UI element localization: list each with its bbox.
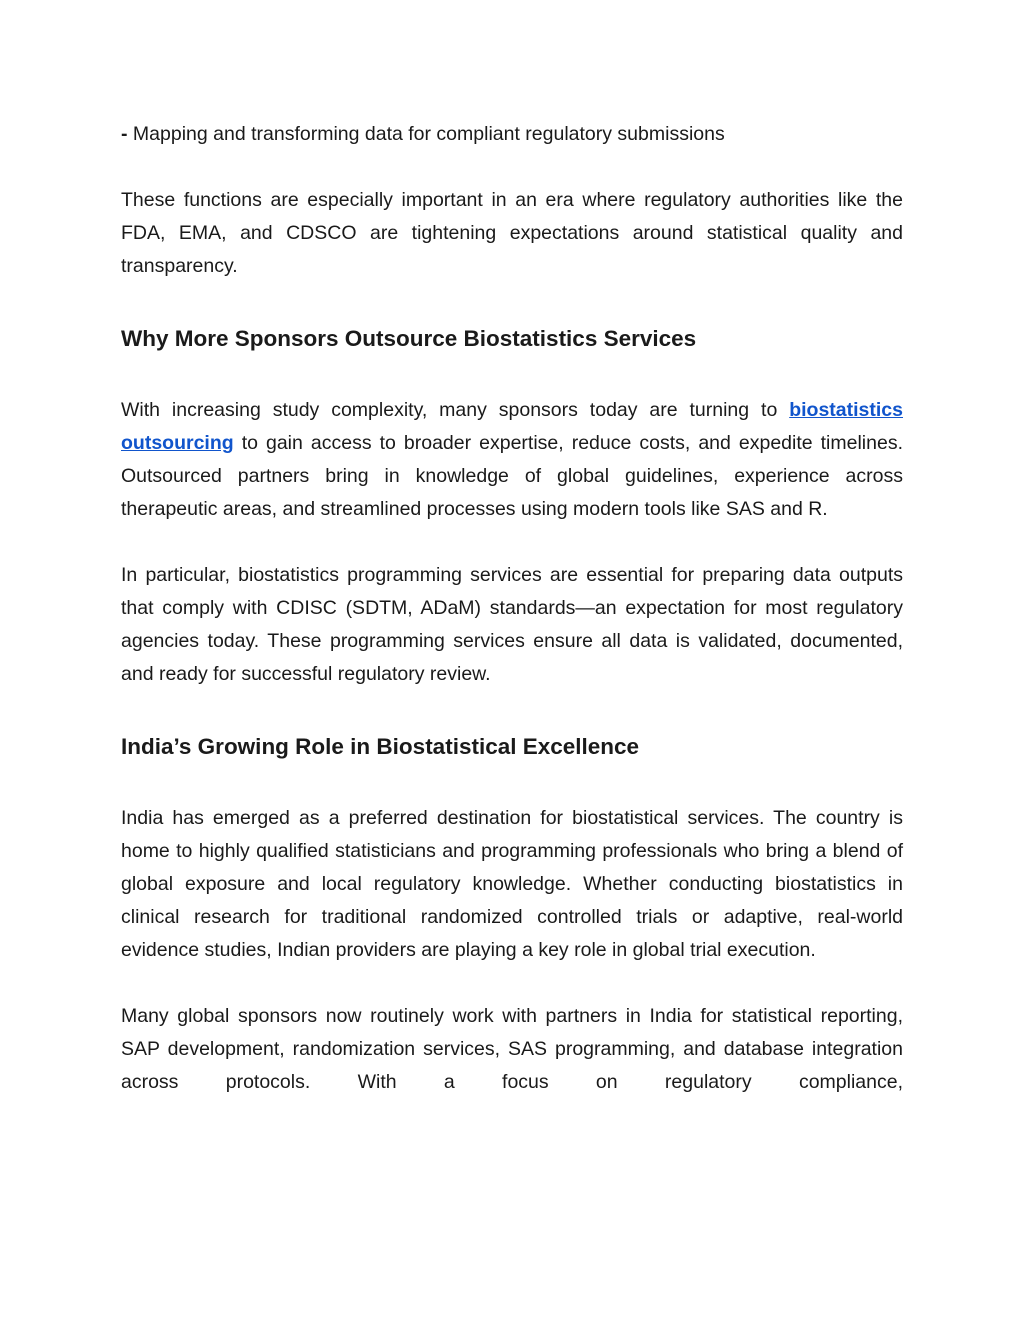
- section-heading-india: India’s Growing Role in Biostatistical Excellence: [121, 734, 640, 759]
- text-before-link: With increasing study complexity, many sponsors today are turning to: [121, 399, 790, 421]
- outsourcing-paragraph-2: In particular, biostatistics programming services are essential for preparing data outputs that comply with CDISC (SDTM, ADaM) standards—an expectation for most regulatory agencies today. These programming services ensure all data is validated, documented, and ready for successful regulatory review.: [121, 564, 903, 685]
- bullet-text: Mapping and transforming data for compliant regulatory submissions: [127, 123, 725, 145]
- text-after-link: to gain access to broader expertise, reduce costs, and expedite timelines. Outsourced partners bring in knowledge of global guidelines, experience across therapeutic areas, and streamlined processes using modern tools like SAS and R.: [121, 432, 903, 520]
- bullet-dash: -: [121, 123, 128, 145]
- india-paragraph-1: India has emerged as a preferred destination for biostatistical services. The country is home to highly qualified statisticians and programming professionals who bring a blend of global exposure and local regulatory knowledge. Whether conducting biostatistics in clinical research for traditional randomized controlled trials or adaptive, real-world evidence studies, Indian providers are playing a key role in global trial execution.: [121, 807, 903, 961]
- section-heading-outsourcing: Why More Sponsors Outsource Biostatistics Services: [121, 326, 697, 351]
- document-page: [121, 118, 903, 1099]
- intro-paragraph: These functions are especially important in an era where regulatory authorities like the FDA, EMA, and CDSCO are tightening expectations around statistical quality and transparency.: [121, 189, 903, 277]
- bullet-item: [121, 118, 903, 151]
- india-paragraph-2: Many global sponsors now routinely work with partners in India for statistical reporting, SAP development, randomization services, SAS programming, and database integration across protocols. With a focus on regulatory compliance,: [121, 1005, 903, 1093]
- outsourcing-paragraph-1: [121, 394, 903, 526]
- biostatistics-outsourcing-link[interactable]: biostatistics outsourcing: [121, 399, 903, 454]
